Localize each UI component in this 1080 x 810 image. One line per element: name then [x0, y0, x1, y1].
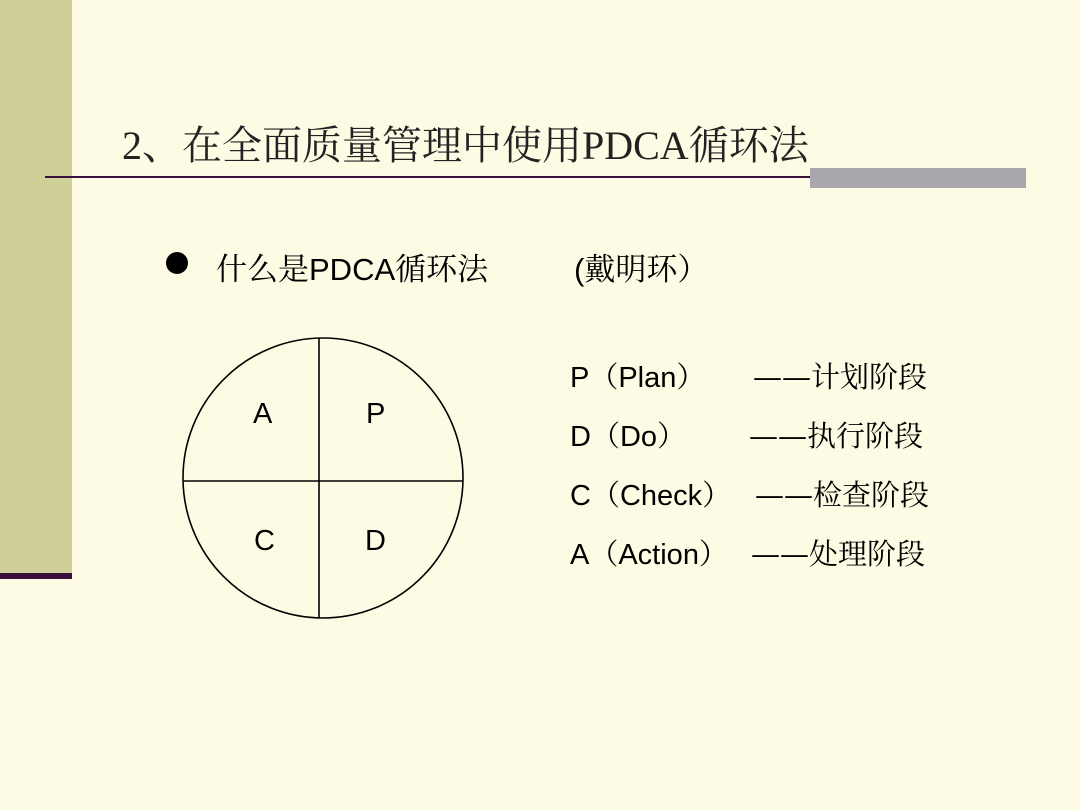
legend-term: D（Do） — [570, 421, 687, 453]
quadrant-label-top-left: A — [253, 398, 273, 430]
quadrant-label-bottom-left: C — [254, 525, 275, 557]
left-bar-underline — [0, 573, 72, 579]
legend-desc: ——计划阶段 — [753, 360, 928, 394]
legend-term: P（Plan） — [570, 362, 706, 394]
slide-title: 2、在全面质量管理中使用PDCA循环法 — [122, 123, 809, 168]
title-accent-block — [810, 168, 1026, 188]
pdca-cycle-diagram — [180, 336, 466, 620]
left-decorative-bar — [0, 0, 72, 573]
quadrant-label-top-right: P — [366, 398, 386, 430]
legend-desc: ——处理阶段 — [751, 537, 926, 571]
legend-term: C（Check） — [570, 480, 732, 512]
quadrant-label-bottom-right: D — [365, 525, 386, 557]
legend-term: A（Action） — [570, 539, 728, 571]
cycle-circle — [183, 338, 463, 618]
bullet-text: 什么是PDCA循环法 — [216, 252, 489, 287]
bullet-dot-icon — [166, 252, 188, 274]
bullet-note: (戴明环） — [574, 252, 709, 287]
legend-desc: ——执行阶段 — [749, 419, 924, 453]
legend-desc: ——检查阶段 — [755, 478, 930, 512]
